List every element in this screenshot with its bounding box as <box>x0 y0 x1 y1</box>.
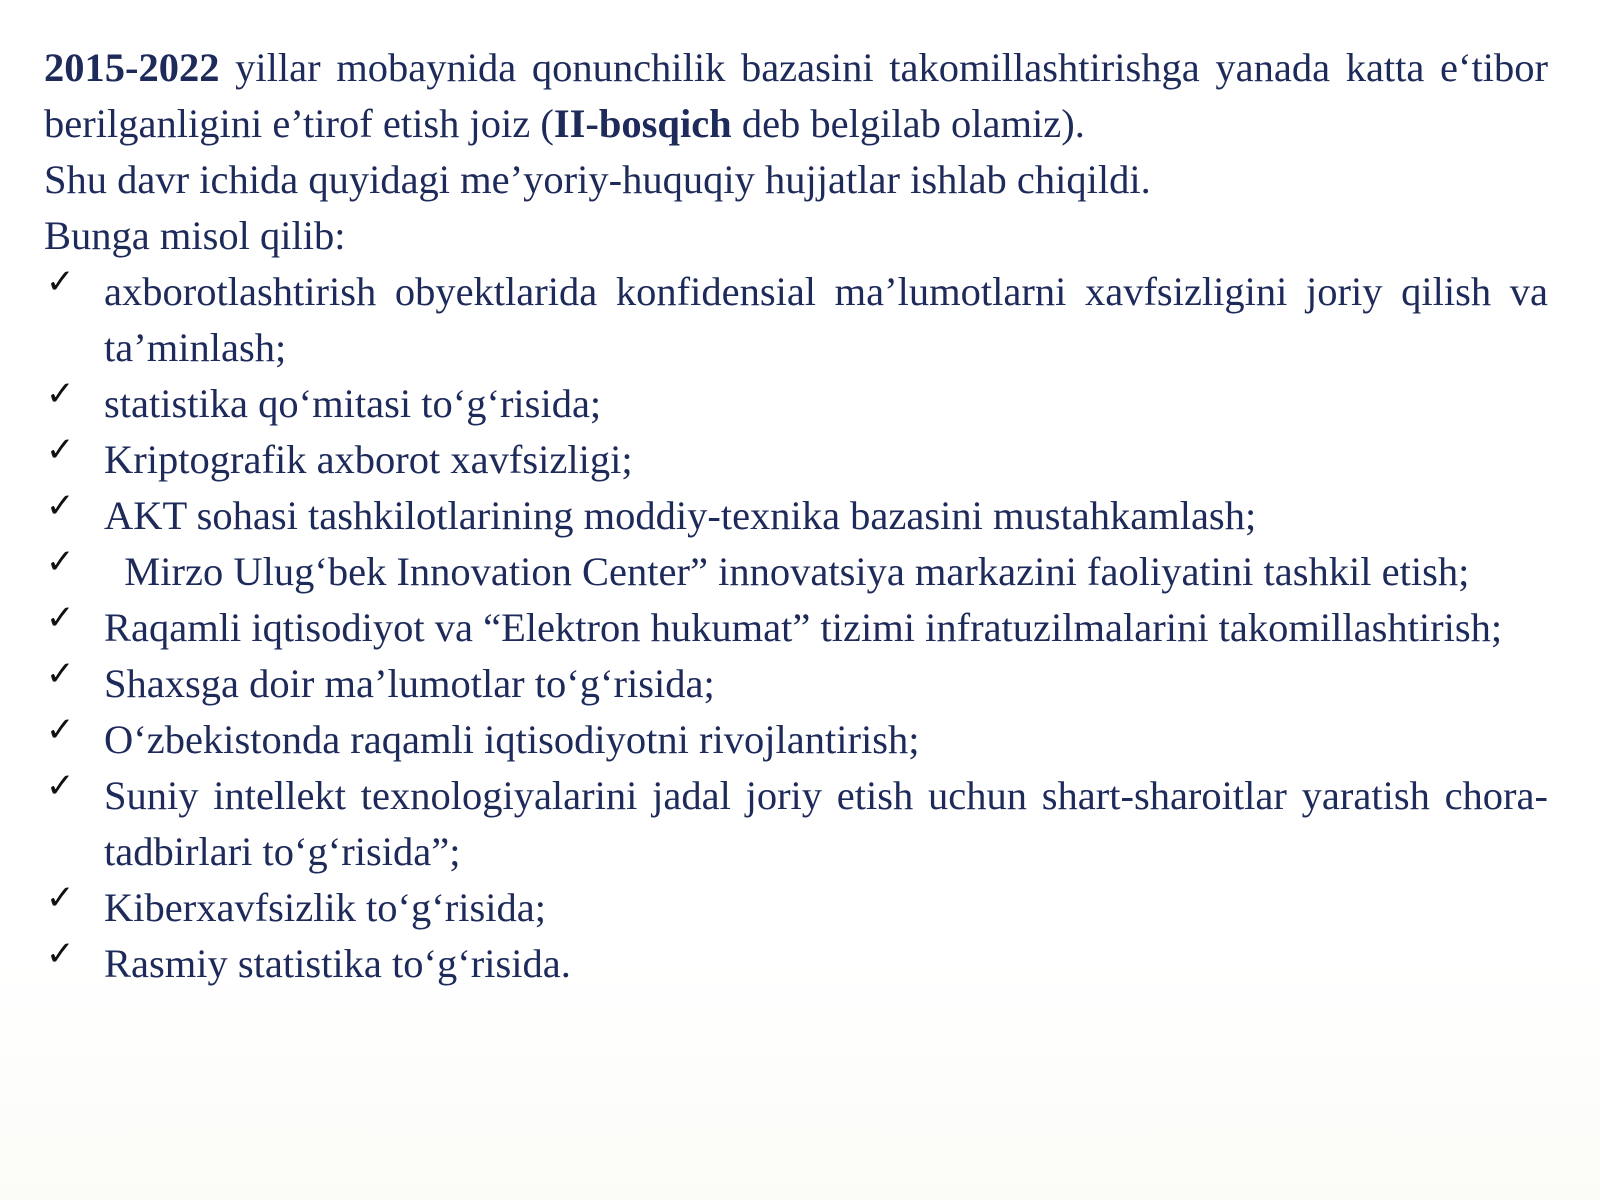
intro-stage: II-bosqich <box>553 101 732 146</box>
check-icon: ✓ <box>46 654 75 694</box>
list-item-text: statistika qo‘mitasi to‘g‘risida; <box>104 381 602 426</box>
list-item <box>44 544 1548 600</box>
list-item-text: Shaxsga doir ma’lumotlar to‘g‘risida; <box>104 661 715 706</box>
list-item <box>44 432 1548 488</box>
list-item-text: Rasmiy statistika to‘g‘risida. <box>104 941 571 986</box>
list-item-text: Mirzo Ulug‘bek Innovation Center” innovatsiya markazini faoliyatini tashkil etish; <box>124 549 1470 594</box>
intro-text-before-stage: yillar mobaynida qonunchilik bazasini takomillashtirishga yanada katta e‘tibor berilganligini e’tirof etish joiz ( <box>44 45 1548 146</box>
list-item <box>44 880 1548 936</box>
check-icon: ✓ <box>46 598 75 638</box>
list-item-text: Kriptografik axborot xavfsizligi; <box>104 437 633 482</box>
check-icon: ✓ <box>46 486 75 526</box>
list-item <box>44 488 1548 544</box>
check-icon: ✓ <box>46 766 75 806</box>
check-icon: ✓ <box>46 934 75 974</box>
list-item-text: Raqamli iqtisodiyot va “Elektron hukumat” tizimi infratuzilmalarini takomillashtirish; <box>104 605 1503 650</box>
list-item-text: axborotlashtirish obyektlarida konfidensial ma’lumotlarni xavfsizligini joriy qilish va ta’minlash; <box>104 269 1548 370</box>
list-item-text: AKT sohasi tashkilotlarining moddiy-texnika bazasini mustahkamlash; <box>104 493 1257 538</box>
check-icon: ✓ <box>46 430 75 470</box>
list-item <box>44 264 1548 376</box>
check-icon: ✓ <box>46 710 75 750</box>
intro-paragraph <box>44 40 1548 152</box>
list-item-text: Kiberxavfsizlik to‘g‘risida; <box>104 885 546 930</box>
list-item <box>44 656 1548 712</box>
document-list <box>44 264 1548 992</box>
intro-years: 2015-2022 <box>44 45 220 90</box>
list-item <box>44 376 1548 432</box>
intro-line-2: Shu davr ichida quyidagi me’yoriy-huquqiy hujjatlar ishlab chiqildi. <box>44 157 1151 202</box>
check-icon: ✓ <box>46 542 75 582</box>
list-item <box>44 936 1548 992</box>
check-icon: ✓ <box>46 374 75 414</box>
check-icon: ✓ <box>46 262 75 302</box>
list-item-text: Suniy intellekt texnologiyalarini jadal joriy etish uchun shart-sharoitlar yaratish chora-tadbirlari to‘g‘risida”; <box>104 773 1548 874</box>
list-item-text: O‘zbekistonda raqamli iqtisodiyotni rivojlantirish; <box>104 717 920 762</box>
list-item <box>44 712 1548 768</box>
list-item <box>44 600 1548 656</box>
check-icon: ✓ <box>46 878 75 918</box>
list-item <box>44 768 1548 880</box>
intro-line-3: Bunga misol qilib: <box>44 213 346 258</box>
intro-text-after-stage: deb belgilab olamiz). <box>731 101 1085 146</box>
